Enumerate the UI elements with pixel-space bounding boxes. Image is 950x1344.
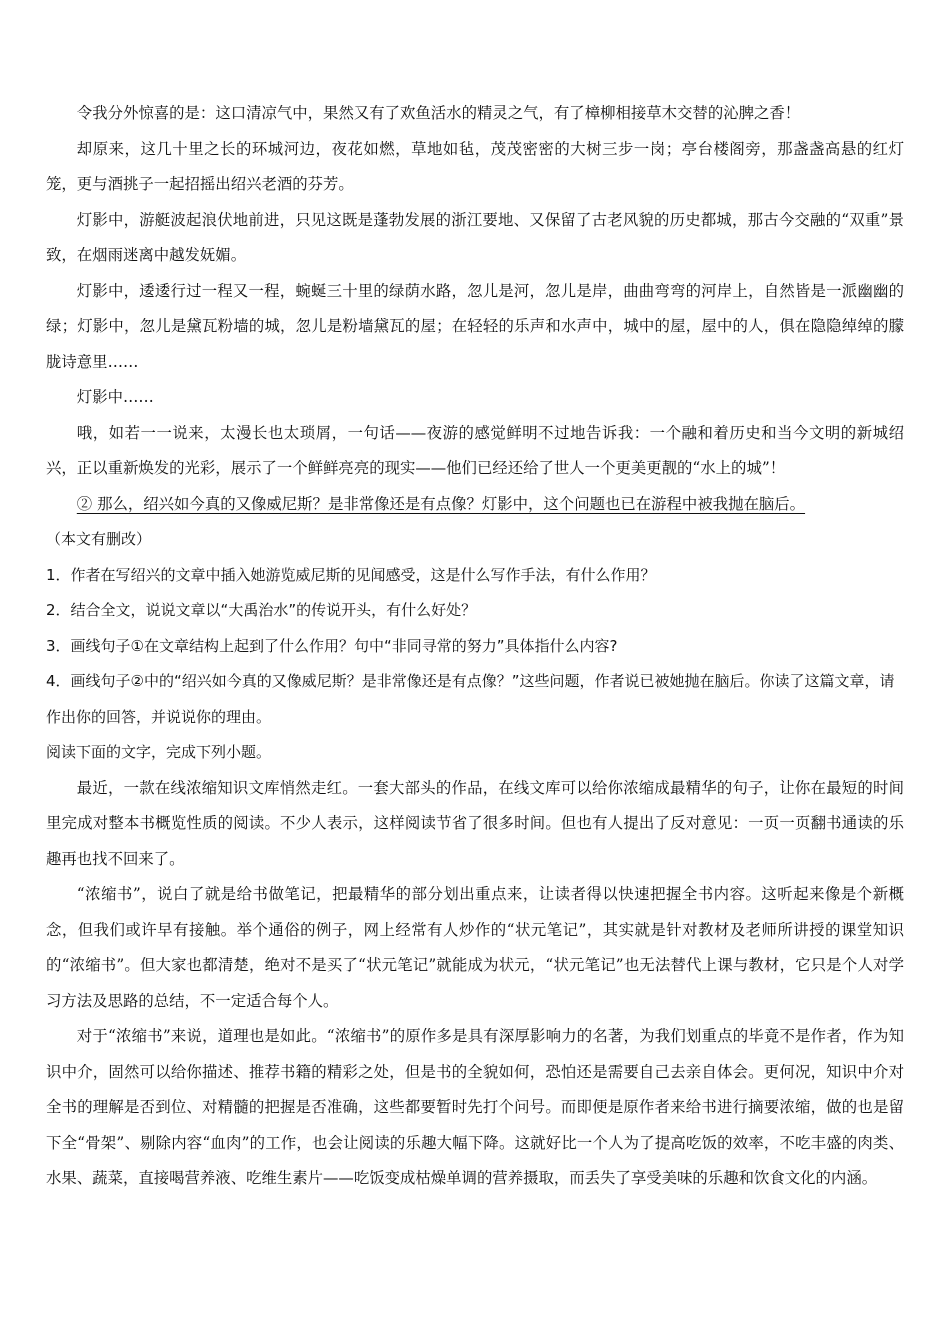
reading-instruction: 阅读下面的文字，完成下列小题。: [46, 743, 272, 761]
paragraph-condensed-book-definition: “浓缩书”，说白了就是给书做笔记，把最精华的部分划出重点来，让读者得以快速把握全书内容。这听起来像是个新概念，但我们或许早有接触。举个通俗的例子，网上经常有人炒作的“状元笔记”，其实就是针对教材及老师所讲授的课堂知识的“浓缩书”。但大家也都清楚，绝对不是买了“状元笔记”就能成为状元，“状元笔记”也无法替代上课与教材，它只是个人对学习方法及思路的总结，不一定适合每个人。: [46, 885, 904, 1010]
paragraph-summary: 哦，如若一一说来，太漫长也太琐屑，一句话——夜游的感觉鲜明不过地告诉我：一个融和着历史和当今文明的新城绍兴，正以重新焕发的光彩，展示了一个鲜鲜亮亮的现实——他们已经还给了世人一个更美更靓的“水上的城”！: [46, 423, 904, 477]
question-3: 3．画线句子①在文章结构上起到了什么作用？句中“非同寻常的努力”具体指什么内容?: [46, 636, 618, 655]
underlined-sentence-2: [46, 487, 904, 523]
underlined-sentence-text: ② 那么，绍兴如今真的又像威尼斯？是非常像还是有点像？灯影中，这个问题也已在游程中被我抛在脑后。: [76, 494, 806, 513]
question-2: 2．结合全文，说说文章以“大禹治水”的传说开头，有什么好处？: [46, 601, 477, 619]
paragraph-lamp-shadow: 灯影中……: [76, 388, 154, 406]
paragraph-boat-ride: 灯影中，游艇波起浪伏地前进，只见这既是蓬勃发展的浙江要地、又保留了古老风貌的历史都城，那古今交融的“双重”景致，在烟雨迷离中越发妩媚。: [46, 210, 904, 264]
abridged-note: （本文有删改）: [46, 530, 152, 548]
question-4: 4．画线句子②中的“绍兴如今真的又像威尼斯？是非常像还是有点像？”这些问题，作者说已被她抛在脑后。你读了这篇文章，请作出你的回答，并说说你的理由。: [46, 672, 895, 726]
paragraph-condensed-book-argument: 对于“浓缩书”来说，道理也是如此。“浓缩书”的原作多是具有深厚影响力的名著，为我们划重点的毕竟不是作者，作为知识中介，固然可以给你描述、推荐书籍的精彩之处，但是书的全貌如何，恐怕还是需要自己去亲自体会。更何况，知识中介对全书的理解是否到位、对精髓的把握是否准确，这些都要暂时先打个问号。而即便是原作者来给书进行摘要浓缩，做的也是留下全“骨架”、剔除内容“血肉”的工作，也会让阅读的乐趣大幅下降。这就好比一个人为了提高吃饭的效率，不吃丰盛的肉类、水果、蔬菜，直接喝营养液、吃维生素片——吃饭变成枯燥单调的营养摄取，而丢失了享受美味的乐趣和饮食文化的内涵。: [46, 1027, 904, 1187]
question-1: 1．作者在写绍兴的文章中插入她游览威尼斯的见闻感受，这是什么写作手法，有什么作用？: [46, 565, 656, 584]
paragraph-green-waterway: 灯影中，逶逶行过一程又一程，蜿蜒三十里的绿荫水路，忽儿是河，忽儿是岸，曲曲弯弯的河岸上，自然皆是一派幽幽的绿；灯影中，忽儿是黛瓦粉墙的城，忽儿是粉墙黛瓦的屋；在轻轻的乐声和水声中，城中的屋，屋中的人，俱在隐隐绰绰的朦胧诗意里……: [46, 281, 904, 371]
paragraph-condensed-library: 最近，一款在线浓缩知识文库悄然走红。一套大部头的作品，在线文库可以给你浓缩成最精华的句子，让你在最短的时间里完成对整本书概览性质的阅读。不少人表示，这样阅读节省了很多时间。但也有人提出了反对意见：一页一页翻书通读的乐趣再也找不回来了。: [46, 778, 904, 868]
paragraph-riverside: 却原来，这几十里之长的环城河边，夜花如燃，草地如毡，茂茂密密的大树三步一岗；亭台楼阁旁，那盏盏高悬的红灯笼，更与酒挑子一起招摇出绍兴老酒的芬芳。: [46, 139, 904, 193]
paragraph-delight: 令我分外惊喜的是：这口清凉气中，果然又有了欢鱼活水的精灵之气，有了樟柳相接草木交替的沁脾之香！: [76, 104, 801, 122]
